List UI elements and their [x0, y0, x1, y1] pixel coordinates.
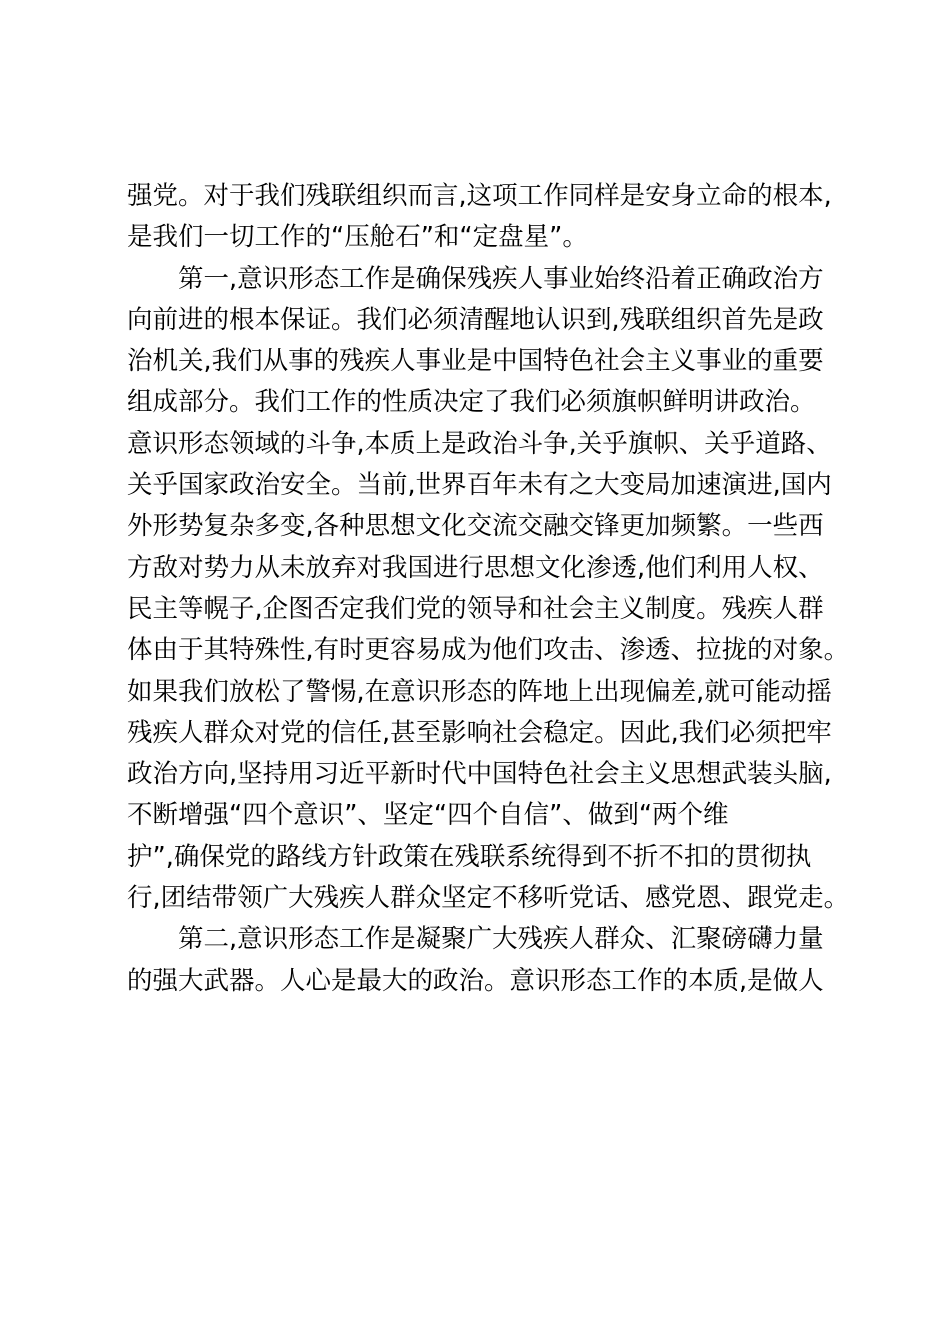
text-line: 方敌对势力从未放弃对我国进行思想文化渗透,他们利用人权、 [127, 552, 824, 583]
text-line: 是我们一切工作的“压舱石”和“定盘星”。 [127, 222, 588, 253]
text-line: 组成部分。我们工作的性质决定了我们必须旗帜鲜明讲政治。 [127, 387, 816, 418]
body-text [127, 176, 850, 1002]
text-line: 如果我们放松了警惕,在意识形态的阵地上出现偏差,就可能动摇 [127, 676, 832, 707]
paragraph-start-line: 第二,意识形态工作是凝聚广大残疾人群众、汇聚磅礴力量 [178, 924, 824, 955]
text-line: 不断增强“四个意识”、坚定“四个自信”、做到“两个维 [127, 800, 729, 831]
text-line: 的强大武器。人心是最大的政治。意识形态工作的本质,是做人 [127, 965, 824, 996]
text-line: 残疾人群众对党的信任,甚至影响社会稳定。因此,我们必须把牢 [127, 717, 832, 748]
text-line: 外形势复杂多变,各种思想文化交流交融交锋更加频繁。一些西 [127, 511, 824, 542]
text-line: 向前进的根本保证。我们必须清醒地认识到,残联组织首先是政 [127, 304, 824, 335]
text-line: 民主等幌子,企图否定我们党的领导和社会主义制度。残疾人群 [127, 593, 824, 624]
text-line: 政治方向,坚持用习近平新时代中国特色社会主义思想武装头脑, [127, 759, 832, 790]
text-line: 强党。对于我们残联组织而言,这项工作同样是安身立命的根本, [127, 181, 832, 211]
text-line: 护”,确保党的路线方针政策在残联系统得到不折不扣的贯彻执 [127, 841, 812, 872]
text-line: 体由于其特殊性,有时更容易成为他们攻击、渗透、拉拢的对象。 [127, 635, 850, 666]
text-line: 意识形态领域的斗争,本质上是政治斗争,关乎旗帜、关乎道路、 [127, 428, 832, 459]
text-line: 治机关,我们从事的残疾人事业是中国特色社会主义事业的重要 [127, 346, 824, 377]
paragraph-start-line: 第一,意识形态工作是确保残疾人事业始终沿着正确政治方 [178, 263, 824, 294]
text-line: 关乎国家政治安全。当前,世界百年未有之大变局加速演进,国内 [127, 470, 832, 501]
text-line: 行,团结带领广大残疾人群众坚定不移听党话、感党恩、跟党走。 [127, 883, 850, 914]
